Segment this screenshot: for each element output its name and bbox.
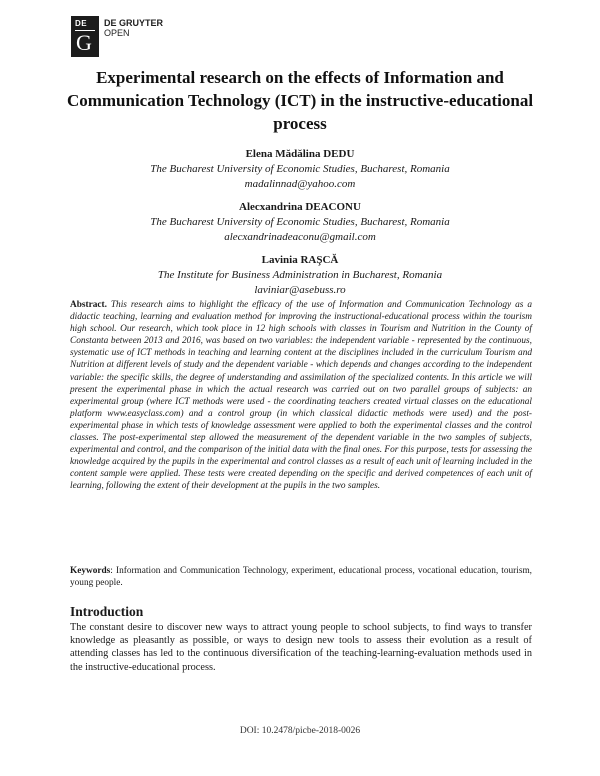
keywords-text: : Information and Communication Technology, experiment, educational process, vocational education, tourism, young people. <box>70 566 532 589</box>
author-name: Elena Mădălina DEDU <box>245 148 355 160</box>
author-affiliation: The Institute for Business Administration in Bucharest, Romania <box>157 269 443 281</box>
doi: DOI: 10.2478/picbe-2018-0026 <box>239 726 361 736</box>
publisher-logo <box>71 16 99 57</box>
author-email: alecxandrinadeaconu@gmail.com <box>224 231 376 243</box>
abstract <box>70 299 532 493</box>
author-1 <box>50 147 550 192</box>
paper-title: Experimental research on the effects of Information and Communication Technology (ICT) in the instructive-educational process <box>66 68 534 133</box>
abstract-label: Abstract. <box>70 300 107 310</box>
author-affiliation: The Bucharest University of Economic Studies, Bucharest, Romania <box>150 216 450 228</box>
author-affiliation: The Bucharest University of Economic Studies, Bucharest, Romania <box>150 163 450 175</box>
author-email: madalinnad@yahoo.com <box>244 178 356 190</box>
publisher-name <box>104 18 163 38</box>
publisher-tag: OPEN <box>104 28 130 38</box>
logo-top-text: DE <box>75 19 88 28</box>
abstract-text: This research aims to highlight the efficacy of the use of Information and Communication Technology as a didactic teaching, learning and evaluation method for improving the instructional-educational process within the tourism high school. Our research, which took place in 12 high schools with classes in Tourism and Nutrition in the County of Constanta between 2013 and 2016, was based on two variables: the independent variable - represented by the continuous, systematic use of ICT methods in teaching and learning content at the disciplines included in the curriculum Tourism and Nutrition at different levels of study and the dependent variable - which depends and changes according to the independent variable: the specific skills, the degree of understanding and assimilation of the specialized contents. In this article we will present the experimental phase in which the actual research was carried out on two parallel groups of subjects: an experimental group (where ICT methods were used - the coordinating teachers created virtual classes on the educational platform www.easyclass.com) and a control group (in which classical didactic methods were used) and the post-experimental phase in which tests of knowledge assessment were applied to both the experimental classes and the control classes. The post-experimental step allowed the measurement of the dependent variable in the two samples of subjects, experimental and control, and the comparison of the initial data with the final ones. For this purpose, tests for assessing the knowledge acquired by the pupils in the experimental and control classes as a result of each unit of learning included in the content sample were applied. These tests were created depending on the specific and derived competences of each unit of learning, following the extent of their development at the pupils in the two samples. <box>70 300 532 492</box>
keywords-label: Keywords <box>70 566 111 576</box>
section-heading: Introduction <box>70 604 144 619</box>
logo-g-text: G <box>76 30 92 55</box>
keywords <box>70 565 532 590</box>
author-name: Alecxandrina DEACONU <box>239 201 361 213</box>
introduction-text: The constant desire to discover new ways to attract young people to school subjects, to find ways to transfer knowledge as pleasantly as possible, or ways to design new tools to assess their evolution as a result of attending classes has led to the continuous diversification of the teaching-learning-evaluation methods used in the instructive-educational process. <box>70 622 532 673</box>
author-3 <box>50 253 550 298</box>
author-name: Lavinia RAŞCĂ <box>261 254 339 266</box>
author-email: laviniar@asebuss.ro <box>254 284 346 296</box>
author-2 <box>50 200 550 245</box>
publisher-title: DE GRUYTER <box>104 18 164 28</box>
